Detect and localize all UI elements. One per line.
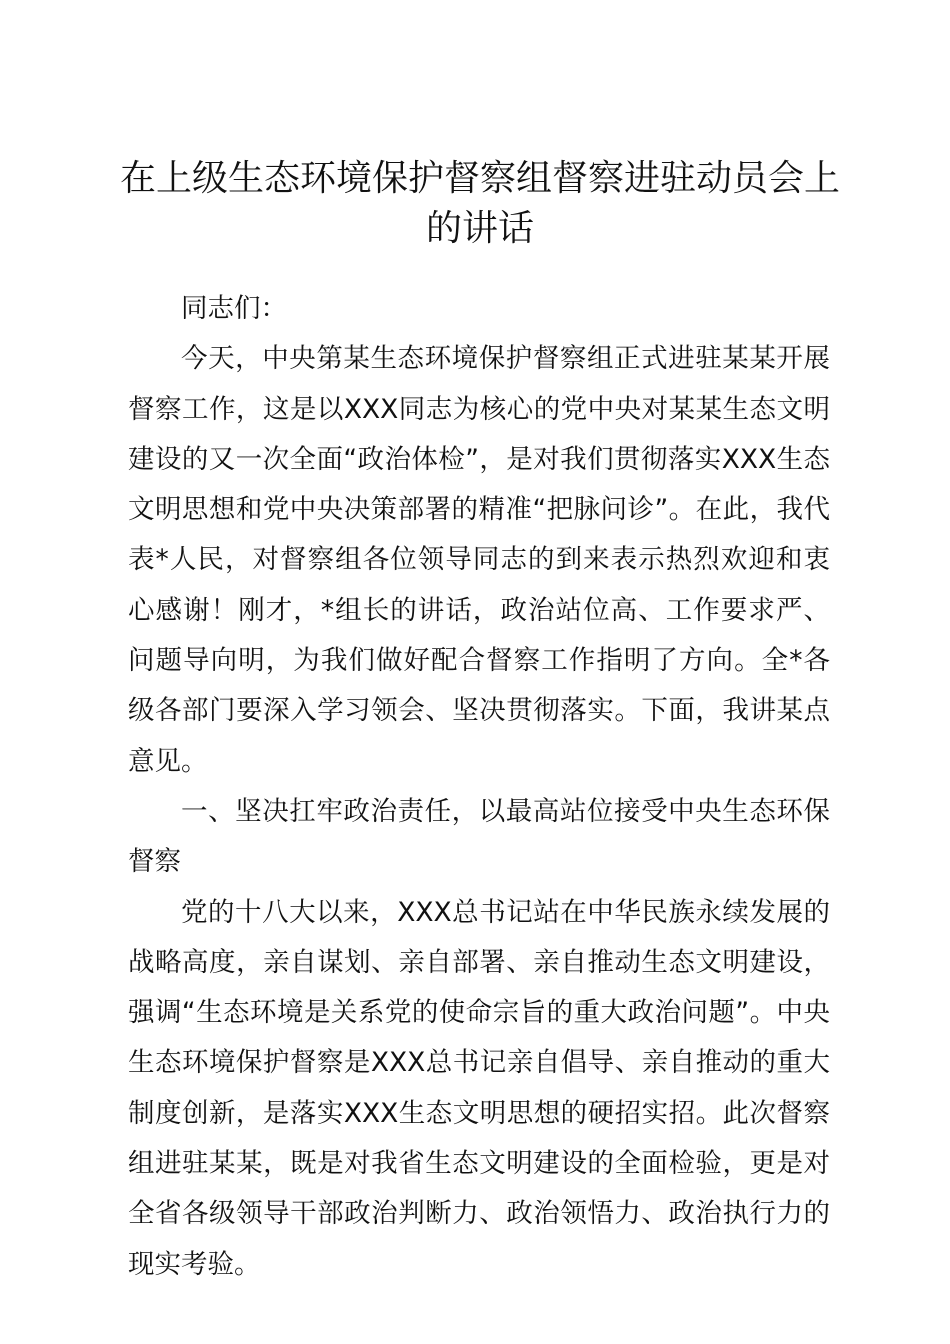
salutation: 同志们： [181, 293, 287, 324]
section-heading-1: 一、坚决扛牢政治责任，以最高站位接受中央生态环保督察 [128, 795, 830, 878]
paragraph-intro: 今天，中央第某生态环境保护督察组正式进驻某某开展督察工作，这是以XXX同志为核心的党中央对某某生态文明建设的又一次全面“政治体检”，是对我们贯彻落实XXX生态文明思想和党中央决策部署的精准“把脉问诊”。在此，我代表*人民，对督察组各位领导同志的到来表示热烈欢迎和衷心感谢！刚才，*组长的讲话，政治站位高、工作要求严、问题导向明，为我们做好配合督察工作指明了方向。全*各级各部门要深入学习领会、坚决贯彻落实。下面，我讲某点意见。 [128, 343, 830, 777]
document-title: 在上级生态环境保护督察组督察进驻动员会上的讲话 [119, 158, 840, 249]
document-body [128, 284, 830, 1290]
paragraph-section-1: 党的十八大以来，XXX总书记站在中华民族永续发展的战略高度，亲自谋划、亲自部署、亲自推动生态文明建设，强调“生态环境是关系党的使命宗旨的重大政治问题”。中央生态环境保护督察是XXX总书记亲自倡导、亲自推动的重大制度创新，是落实XXX生态文明思想的硬招实招。此次督察组进驻某某，既是对我省生态文明建设的全面检验，更是对全省各级领导干部政治判断力、政治领悟力、政治执行力的现实考验。 [128, 896, 830, 1280]
